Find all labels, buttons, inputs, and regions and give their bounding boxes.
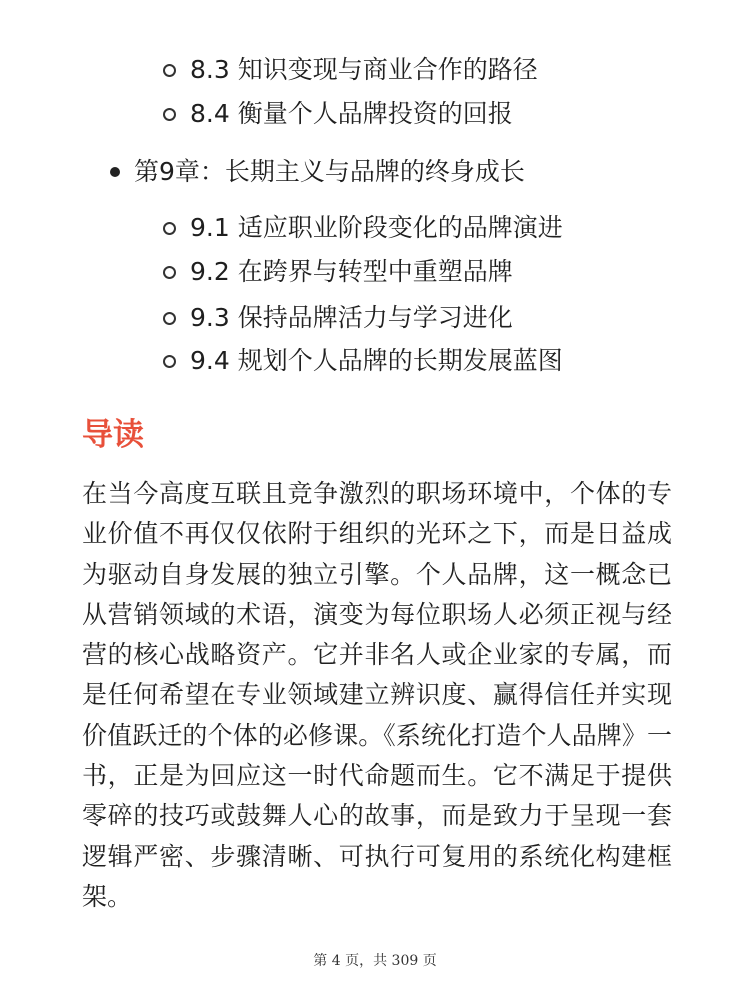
toc-item-label: 9.1 适应职业阶段变化的品牌演进 bbox=[190, 213, 563, 242]
circle-bullet-icon bbox=[163, 222, 176, 235]
toc-item-label: 9.2 在跨界与转型中重塑品牌 bbox=[190, 257, 513, 286]
toc-item-9-1[interactable] bbox=[163, 208, 563, 248]
toc-item-9-2[interactable] bbox=[163, 252, 513, 292]
section-heading-intro: 导读 bbox=[82, 417, 144, 453]
intro-paragraph: 在当今高度互联且竞争激烈的职场环境中，个体的专业价值不再仅仅依附于组织的光环之下，而是日益成为驱动自身发展的独立引擎。个人品牌，这一概念已从营销领域的术语，演变为每位职场人必须正视与经营的核心战略资产。它并非名人或企业家的专属，而是任何希望在专业领域建立辨识度、赢得信任并实现价值跃迁的个体的必修课。《系统化打造个人品牌》一书，正是为回应这一时代命题而生。它不满足于提供零碎的技巧或鼓舞人心的故事，而是致力于呈现一套逻辑严密、步骤清晰、可执行可复用的系统化构建框架。 bbox=[82, 479, 672, 911]
toc-chapter-label: 第9章：长期主义与品牌的终身成长 bbox=[134, 157, 525, 186]
toc-item-9-4[interactable] bbox=[163, 341, 563, 381]
toc-item-label: 8.3 知识变现与商业合作的路径 bbox=[190, 55, 538, 84]
page-number-footer: 第 4 页，共 309 页 bbox=[313, 953, 437, 969]
circle-bullet-icon bbox=[163, 108, 176, 121]
toc-item-8-4[interactable] bbox=[163, 94, 513, 134]
toc-item-8-3[interactable] bbox=[163, 50, 538, 90]
toc-item-label: 8.4 衡量个人品牌投资的回报 bbox=[190, 99, 513, 128]
toc-item-label: 9.3 保持品牌活力与学习进化 bbox=[190, 303, 513, 332]
circle-bullet-icon bbox=[163, 64, 176, 77]
circle-bullet-icon bbox=[163, 312, 176, 325]
disc-bullet-icon bbox=[110, 167, 120, 177]
circle-bullet-icon bbox=[163, 355, 176, 368]
toc-item-label: 9.4 规划个人品牌的长期发展蓝图 bbox=[190, 346, 563, 375]
toc-item-9-3[interactable] bbox=[163, 298, 513, 338]
toc-chapter-9[interactable] bbox=[110, 152, 525, 192]
circle-bullet-icon bbox=[163, 266, 176, 279]
